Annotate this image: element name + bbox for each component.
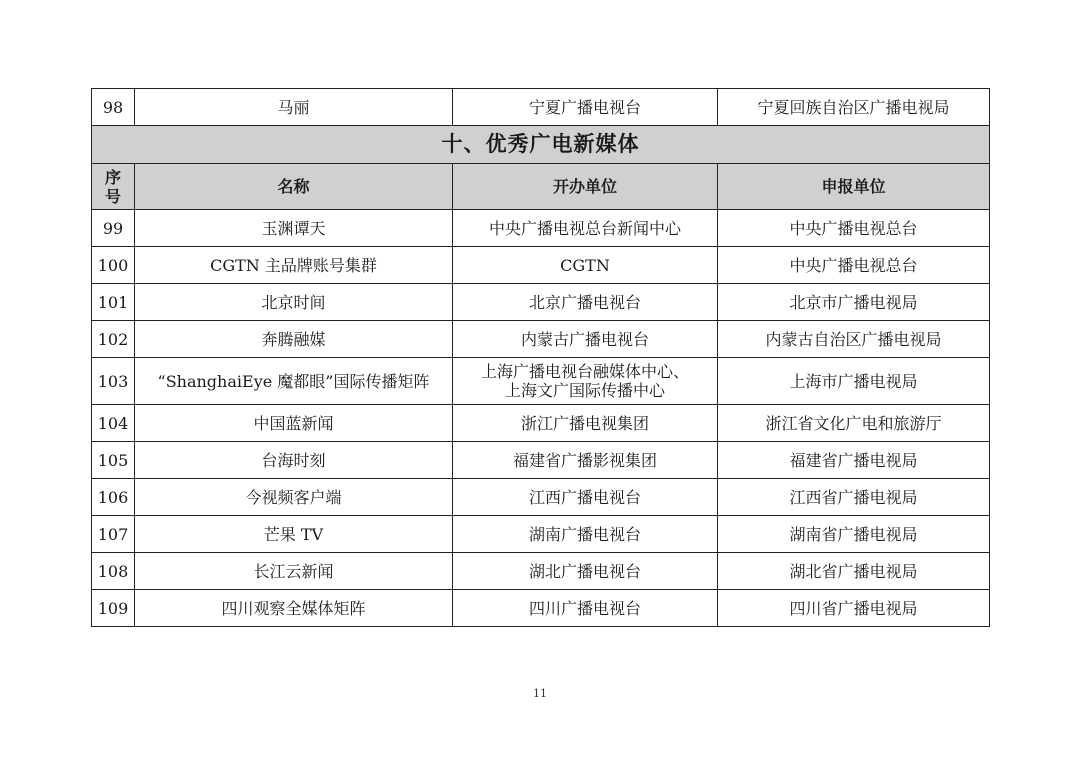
- applicant-cell: 浙江省文化广电和旅游厅: [718, 405, 990, 442]
- applicant-cell: 湖南省广播电视局: [718, 516, 990, 553]
- name-cell: “ShanghaiEye 魔都眼”国际传播矩阵: [135, 358, 453, 405]
- name-cell: 今视频客户端: [135, 479, 453, 516]
- seq-cell: 99: [92, 210, 135, 247]
- applicant-cell: 内蒙古自治区广播电视局: [718, 321, 990, 358]
- applicant-cell: 北京市广播电视局: [718, 284, 990, 321]
- org-cell: 内蒙古广播电视台: [453, 321, 718, 358]
- name-cell: CGTN 主品牌账号集群: [135, 247, 453, 284]
- applicant-cell: 福建省广播电视局: [718, 442, 990, 479]
- table-row: [92, 321, 990, 358]
- applicant-cell: 宁夏回族自治区广播电视局: [718, 89, 990, 126]
- seq-cell: 100: [92, 247, 135, 284]
- name-cell: 北京时间: [135, 284, 453, 321]
- header-name: 名称: [135, 164, 453, 210]
- table-row: [92, 442, 990, 479]
- seq-cell: 98: [92, 89, 135, 126]
- table-row: [92, 247, 990, 284]
- header-seq-line1: 序: [104, 167, 121, 187]
- name-cell: 长江云新闻: [135, 553, 453, 590]
- applicant-cell: 四川省广播电视局: [718, 590, 990, 627]
- name-cell: 马丽: [135, 89, 453, 126]
- org-cell: [453, 358, 718, 405]
- seq-cell: 103: [92, 358, 135, 405]
- name-cell: 四川观察全媒体矩阵: [135, 590, 453, 627]
- org-cell: 江西广播电视台: [453, 479, 718, 516]
- org-cell: 北京广播电视台: [453, 284, 718, 321]
- seq-cell: 109: [92, 590, 135, 627]
- header-org: 开办单位: [453, 164, 718, 210]
- name-cell: 芒果 TV: [135, 516, 453, 553]
- table-row: [92, 479, 990, 516]
- header-seq-line2: 号: [104, 186, 121, 206]
- name-cell: 中国蓝新闻: [135, 405, 453, 442]
- table-row: [92, 358, 990, 405]
- applicant-cell: 中央广播电视总台: [718, 247, 990, 284]
- applicant-cell: 中央广播电视总台: [718, 210, 990, 247]
- org-cell: 湖北广播电视台: [453, 553, 718, 590]
- table-row: [92, 210, 990, 247]
- table-row: [92, 284, 990, 321]
- applicant-cell: 上海市广播电视局: [718, 358, 990, 405]
- org-cell: 宁夏广播电视台: [453, 89, 718, 126]
- seq-cell: 104: [92, 405, 135, 442]
- org-cell: 四川广播电视台: [453, 590, 718, 627]
- section-title: 十、优秀广电新媒体: [92, 126, 990, 164]
- seq-cell: 105: [92, 442, 135, 479]
- page-number: 11: [533, 687, 547, 700]
- table-row: [92, 89, 990, 126]
- org-cell: 中央广播电视总台新闻中心: [453, 210, 718, 247]
- org-line1: 上海广播电视台融媒体中心、: [480, 362, 689, 381]
- header-seq: [92, 164, 135, 210]
- table-row: [92, 516, 990, 553]
- name-cell: 台海时刻: [135, 442, 453, 479]
- org-line2: 上海文广国际传播中心: [504, 381, 665, 400]
- award-list-table: [91, 88, 990, 627]
- header-applicant: 申报单位: [718, 164, 990, 210]
- org-cell: 湖南广播电视台: [453, 516, 718, 553]
- seq-cell: 101: [92, 284, 135, 321]
- seq-cell: 106: [92, 479, 135, 516]
- name-cell: 奔腾融媒: [135, 321, 453, 358]
- table-row: [92, 553, 990, 590]
- name-cell: 玉渊谭天: [135, 210, 453, 247]
- applicant-cell: 湖北省广播电视局: [718, 553, 990, 590]
- table-row: [92, 405, 990, 442]
- seq-cell: 102: [92, 321, 135, 358]
- org-cell: 浙江广播电视集团: [453, 405, 718, 442]
- seq-cell: 108: [92, 553, 135, 590]
- applicant-cell: 江西省广播电视局: [718, 479, 990, 516]
- table-header-row: [92, 164, 990, 210]
- org-cell: CGTN: [453, 247, 718, 284]
- table-row: [92, 590, 990, 627]
- seq-cell: 107: [92, 516, 135, 553]
- section-title-row: [92, 126, 990, 164]
- org-cell: 福建省广播影视集团: [453, 442, 718, 479]
